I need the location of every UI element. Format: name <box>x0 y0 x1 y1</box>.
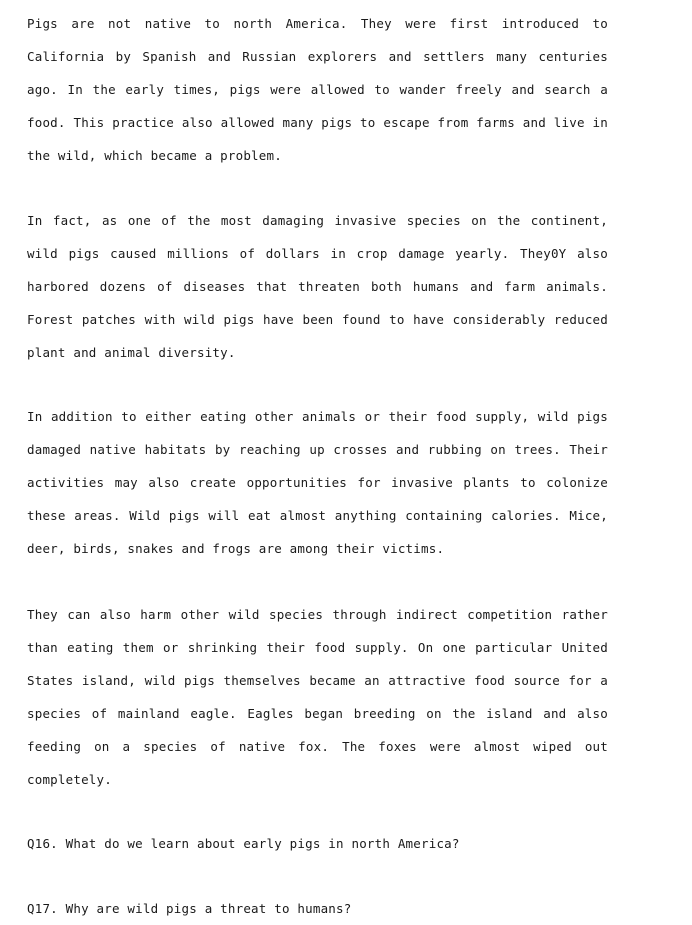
question-16: Q16. What do we learn about early pigs in north America? <box>27 836 460 851</box>
question-17: Q17. Why are wild pigs a threat to humans? <box>27 901 352 916</box>
paragraph-habitats: In addition to either eating other animals or their food supply, wild pigs damaged native habitats by reaching up crosses and rubbing on trees. Their activities may also create opportunities for invasive plants to colonize these areas. Wild pigs will eat almost anything containing calories. Mice, deer, birds, snakes and frogs are among their victims. <box>27 409 608 556</box>
paragraph-competition: They can also harm other wild species through indirect competition rather than eating them or shrinking their food supply. On one particular United States island, wild pigs themselves became an attractive food source for a species of mainland eagle. Eagles began breeding on the island and also feeding on a species of native fox. The foxes were almost wiped out completely. <box>27 607 608 787</box>
paragraph-damage: In fact, as one of the most damaging invasive species on the continent, wild pigs caused millions of dollars in crop damage yearly. They0Y also harbored dozens of diseases that threaten both humans and farm animals. Forest patches with wild pigs have been found to have considerably reduced plant and animal diversity. <box>27 213 608 360</box>
paragraph-origins: Pigs are not native to north America. They were first introduced to California by Spanish and Russian explorers and settlers many centuries ago. In the early times, pigs were allowed to wander freely and search a food. This practice also allowed many pigs to escape from farms and live in the wild, which became a problem. <box>27 16 608 163</box>
